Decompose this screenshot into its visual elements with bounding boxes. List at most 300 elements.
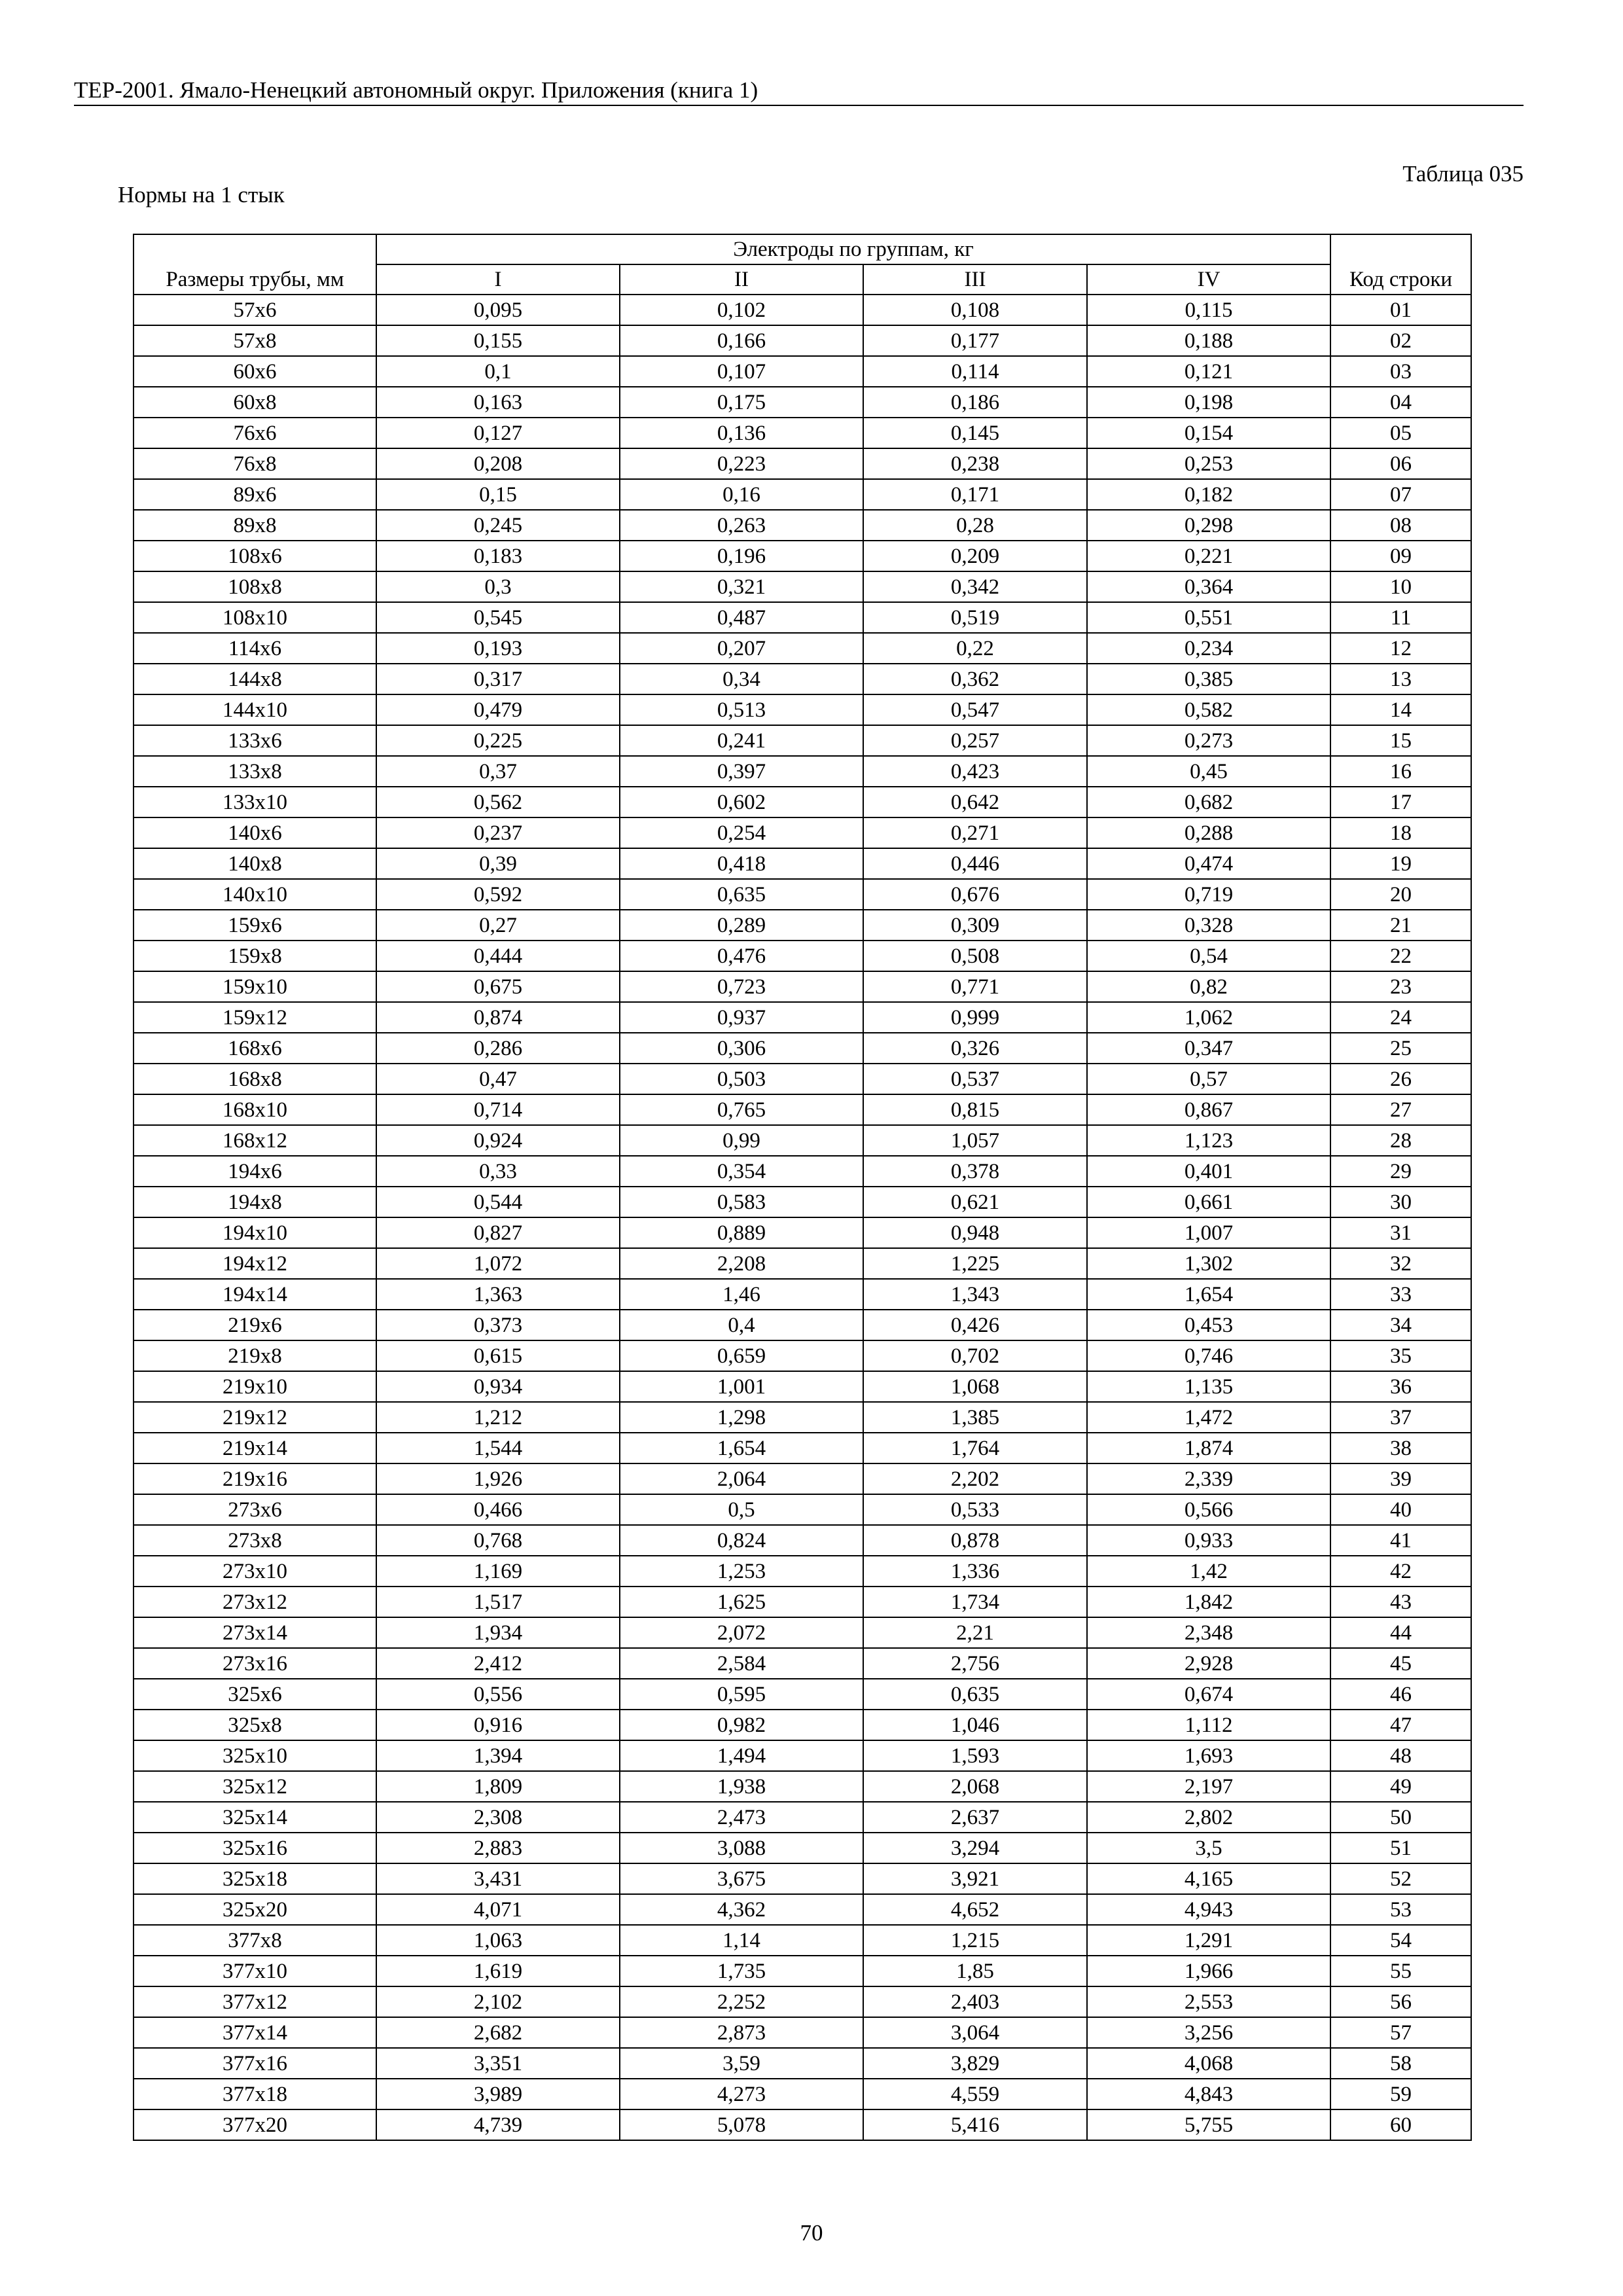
row-code-cell: 41 — [1330, 1525, 1471, 1556]
group-4-cell: 0,221 — [1087, 541, 1330, 571]
row-code-cell: 01 — [1330, 295, 1471, 325]
group-1-cell: 0,208 — [376, 448, 620, 479]
group-3-cell: 3,294 — [863, 1833, 1087, 1863]
group-3-cell: 0,114 — [863, 356, 1087, 387]
row-code-cell: 25 — [1330, 1033, 1471, 1064]
group-4-cell: 0,746 — [1087, 1340, 1330, 1371]
group-2-cell: 0,207 — [620, 633, 863, 664]
group-4-cell: 1,062 — [1087, 1002, 1330, 1033]
pipe-size-cell: 377х16 — [134, 2048, 376, 2079]
group-4-cell: 1,42 — [1087, 1556, 1330, 1587]
group-1-cell: 1,169 — [376, 1556, 620, 1587]
table-row — [134, 1587, 1471, 1617]
group-3-cell: 2,637 — [863, 1802, 1087, 1833]
group-4-cell: 0,385 — [1087, 664, 1330, 694]
group-1-cell: 0,768 — [376, 1525, 620, 1556]
table-row — [134, 1187, 1471, 1217]
row-code-cell: 29 — [1330, 1156, 1471, 1187]
group-2-cell: 0,34 — [620, 664, 863, 694]
group-4-cell: 1,123 — [1087, 1125, 1330, 1156]
table-row — [134, 325, 1471, 356]
table-row — [134, 1217, 1471, 1248]
group-2-cell: 0,166 — [620, 325, 863, 356]
table-row — [134, 1986, 1471, 2017]
group-2-cell: 0,5 — [620, 1494, 863, 1525]
row-code-cell: 49 — [1330, 1771, 1471, 1802]
table-row — [134, 2109, 1471, 2140]
group-3-cell: 0,621 — [863, 1187, 1087, 1217]
group-1-cell: 0,37 — [376, 756, 620, 787]
row-code-cell: 04 — [1330, 387, 1471, 418]
group-1-cell: 1,544 — [376, 1433, 620, 1463]
row-code-cell: 28 — [1330, 1125, 1471, 1156]
group-2-cell: 1,46 — [620, 1279, 863, 1310]
table-row — [134, 1033, 1471, 1064]
table-row — [134, 1863, 1471, 1894]
group-2-cell: 2,208 — [620, 1248, 863, 1279]
group-3-cell: 0,508 — [863, 941, 1087, 971]
pipe-size-cell: 325х6 — [134, 1679, 376, 1710]
table-row — [134, 756, 1471, 787]
group-4-cell: 0,154 — [1087, 418, 1330, 448]
group-3-cell: 1,068 — [863, 1371, 1087, 1402]
pipe-size-cell: 194х12 — [134, 1248, 376, 1279]
pipe-size-cell: 133х10 — [134, 787, 376, 817]
pipe-size-cell: 140х6 — [134, 817, 376, 848]
table-row — [134, 694, 1471, 725]
table-row — [134, 1064, 1471, 1094]
group-2-cell: 0,306 — [620, 1033, 863, 1064]
group-4-cell: 4,843 — [1087, 2079, 1330, 2109]
group-2-cell: 2,473 — [620, 1802, 863, 1833]
pipe-size-cell: 377х14 — [134, 2017, 376, 2048]
table-row — [134, 510, 1471, 541]
table-number: Таблица 035 — [1402, 161, 1524, 187]
group-3-cell: 1,764 — [863, 1433, 1087, 1463]
group-3-cell: 0,771 — [863, 971, 1087, 1002]
group-2-cell: 0,107 — [620, 356, 863, 387]
pipe-size-cell: 144х10 — [134, 694, 376, 725]
table-row — [134, 1433, 1471, 1463]
pipe-size-cell: 168х10 — [134, 1094, 376, 1125]
table-row — [134, 1248, 1471, 1279]
group-2-cell: 1,654 — [620, 1433, 863, 1463]
pipe-size-cell: 57х8 — [134, 325, 376, 356]
pipe-size-cell: 140х8 — [134, 848, 376, 879]
group-3-cell: 0,362 — [863, 664, 1087, 694]
group-2-cell: 0,659 — [620, 1340, 863, 1371]
pipe-size-cell: 325х8 — [134, 1710, 376, 1740]
group-3-cell: 2,403 — [863, 1986, 1087, 2017]
pipe-size-cell: 168х8 — [134, 1064, 376, 1094]
group-3-cell: 1,225 — [863, 1248, 1087, 1279]
group-2-cell: 3,59 — [620, 2048, 863, 2079]
group-2-cell: 0,602 — [620, 787, 863, 817]
group-4-cell: 0,115 — [1087, 295, 1330, 325]
group-1-cell: 2,883 — [376, 1833, 620, 1863]
row-code-cell: 02 — [1330, 325, 1471, 356]
group-2-cell: 5,078 — [620, 2109, 863, 2140]
group-1-cell: 0,286 — [376, 1033, 620, 1064]
table-row — [134, 1771, 1471, 1802]
row-code-cell: 08 — [1330, 510, 1471, 541]
table-row — [134, 448, 1471, 479]
group-1-cell: 0,33 — [376, 1156, 620, 1187]
table-row — [134, 1494, 1471, 1525]
table-row — [134, 1679, 1471, 1710]
pipe-size-cell: 60х8 — [134, 387, 376, 418]
group-3-cell: 5,416 — [863, 2109, 1087, 2140]
table-row — [134, 971, 1471, 1002]
row-code-cell: 36 — [1330, 1371, 1471, 1402]
row-code-cell: 24 — [1330, 1002, 1471, 1033]
group-1-cell: 0,127 — [376, 418, 620, 448]
group-4-cell: 0,582 — [1087, 694, 1330, 725]
row-code-cell: 35 — [1330, 1340, 1471, 1371]
pipe-size-cell: 133х8 — [134, 756, 376, 787]
table-row — [134, 1310, 1471, 1340]
group-4-cell: 0,54 — [1087, 941, 1330, 971]
table-row — [134, 941, 1471, 971]
group-3-cell: 1,215 — [863, 1925, 1087, 1956]
pipe-size-cell: 219х6 — [134, 1310, 376, 1340]
group-2-cell: 0,937 — [620, 1002, 863, 1033]
group-1-cell: 4,071 — [376, 1894, 620, 1925]
group-3-cell: 0,309 — [863, 910, 1087, 941]
row-code-cell: 09 — [1330, 541, 1471, 571]
row-code-cell: 50 — [1330, 1802, 1471, 1833]
pipe-size-cell: 108х8 — [134, 571, 376, 602]
group-3-cell: 0,999 — [863, 1002, 1087, 1033]
row-code-cell: 21 — [1330, 910, 1471, 941]
group-2-cell: 0,223 — [620, 448, 863, 479]
table-row — [134, 2079, 1471, 2109]
pipe-size-cell: 325х10 — [134, 1740, 376, 1771]
row-code-cell: 54 — [1330, 1925, 1471, 1956]
group-3-cell: 0,257 — [863, 725, 1087, 756]
group-2-cell: 1,298 — [620, 1402, 863, 1433]
group-2-cell: 0,397 — [620, 756, 863, 787]
pipe-size-cell: 159х10 — [134, 971, 376, 1002]
group-2-cell: 0,136 — [620, 418, 863, 448]
pipe-size-cell: 219х10 — [134, 1371, 376, 1402]
group-1-cell: 0,874 — [376, 1002, 620, 1033]
group-2-cell: 2,873 — [620, 2017, 863, 2048]
table-row — [134, 1156, 1471, 1187]
group-1-cell: 0,479 — [376, 694, 620, 725]
group-4-cell: 0,253 — [1087, 448, 1330, 479]
group-1-cell: 1,619 — [376, 1956, 620, 1986]
group-1-cell: 0,183 — [376, 541, 620, 571]
pipe-size-cell: 57х6 — [134, 295, 376, 325]
row-code-cell: 23 — [1330, 971, 1471, 1002]
group-2-cell: 4,273 — [620, 2079, 863, 2109]
table-row — [134, 2048, 1471, 2079]
group-1-cell: 0,237 — [376, 817, 620, 848]
group-2-cell: 2,064 — [620, 1463, 863, 1494]
group-4-cell: 4,068 — [1087, 2048, 1330, 2079]
group-3-cell: 0,426 — [863, 1310, 1087, 1340]
group-2-cell: 0,241 — [620, 725, 863, 756]
table-row — [134, 602, 1471, 633]
group-1-cell: 0,675 — [376, 971, 620, 1002]
pipe-size-cell: 144х8 — [134, 664, 376, 694]
group-4-cell: 0,364 — [1087, 571, 1330, 602]
row-code-cell: 48 — [1330, 1740, 1471, 1771]
group-3-cell: 1,336 — [863, 1556, 1087, 1587]
pipe-size-cell: 159х6 — [134, 910, 376, 941]
group-3-cell: 0,145 — [863, 418, 1087, 448]
group-1-cell: 0,466 — [376, 1494, 620, 1525]
group-1-cell: 1,926 — [376, 1463, 620, 1494]
group-4-cell: 0,234 — [1087, 633, 1330, 664]
group-1-cell: 0,225 — [376, 725, 620, 756]
group-4-cell: 0,719 — [1087, 879, 1330, 910]
group-2-cell: 0,4 — [620, 1310, 863, 1340]
pipe-size-cell: 219х16 — [134, 1463, 376, 1494]
group-4-cell: 1,693 — [1087, 1740, 1330, 1771]
group-4-cell: 0,551 — [1087, 602, 1330, 633]
norm-label: Нормы на 1 стык — [118, 182, 285, 207]
group-4-cell: 0,57 — [1087, 1064, 1330, 1094]
group-4-cell: 1,472 — [1087, 1402, 1330, 1433]
group-1-cell: 0,095 — [376, 295, 620, 325]
group-2-cell: 0,635 — [620, 879, 863, 910]
table-row — [134, 418, 1471, 448]
row-code-cell: 55 — [1330, 1956, 1471, 1986]
row-code-cell: 22 — [1330, 941, 1471, 971]
pipe-size-cell: 76х8 — [134, 448, 376, 479]
column-header-group-4: IV — [1087, 264, 1330, 295]
group-1-cell: 1,072 — [376, 1248, 620, 1279]
group-4-cell: 2,802 — [1087, 1802, 1330, 1833]
group-2-cell: 0,263 — [620, 510, 863, 541]
group-2-cell: 0,354 — [620, 1156, 863, 1187]
row-code-cell: 46 — [1330, 1679, 1471, 1710]
row-code-cell: 32 — [1330, 1248, 1471, 1279]
pipe-size-cell: 377х8 — [134, 1925, 376, 1956]
pipe-size-cell: 168х6 — [134, 1033, 376, 1064]
group-1-cell: 2,412 — [376, 1648, 620, 1679]
pipe-size-cell: 168х12 — [134, 1125, 376, 1156]
group-4-cell: 0,566 — [1087, 1494, 1330, 1525]
group-3-cell: 0,423 — [863, 756, 1087, 787]
group-4-cell: 0,188 — [1087, 325, 1330, 356]
group-4-cell: 0,867 — [1087, 1094, 1330, 1125]
group-4-cell: 3,256 — [1087, 2017, 1330, 2048]
row-code-cell: 58 — [1330, 2048, 1471, 2079]
group-3-cell: 1,593 — [863, 1740, 1087, 1771]
group-1-cell: 0,3 — [376, 571, 620, 602]
row-code-cell: 16 — [1330, 756, 1471, 787]
table-row — [134, 1894, 1471, 1925]
group-1-cell: 0,373 — [376, 1310, 620, 1340]
group-4-cell: 1,966 — [1087, 1956, 1330, 1986]
group-4-cell: 0,453 — [1087, 1310, 1330, 1340]
pipe-size-cell: 377х12 — [134, 1986, 376, 2017]
group-4-cell: 2,197 — [1087, 1771, 1330, 1802]
group-3-cell: 0,547 — [863, 694, 1087, 725]
group-4-cell: 0,474 — [1087, 848, 1330, 879]
group-4-cell: 1,842 — [1087, 1587, 1330, 1617]
row-code-cell: 26 — [1330, 1064, 1471, 1094]
group-2-cell: 0,583 — [620, 1187, 863, 1217]
group-2-cell: 0,824 — [620, 1525, 863, 1556]
pipe-size-cell: 273х16 — [134, 1648, 376, 1679]
group-4-cell: 0,661 — [1087, 1187, 1330, 1217]
group-3-cell: 1,343 — [863, 1279, 1087, 1310]
pipe-size-cell: 325х18 — [134, 1863, 376, 1894]
group-1-cell: 1,394 — [376, 1740, 620, 1771]
group-1-cell: 1,363 — [376, 1279, 620, 1310]
pipe-size-cell: 325х16 — [134, 1833, 376, 1863]
group-2-cell: 3,088 — [620, 1833, 863, 1863]
group-2-cell: 1,14 — [620, 1925, 863, 1956]
group-4-cell: 2,339 — [1087, 1463, 1330, 1494]
group-4-cell: 0,288 — [1087, 817, 1330, 848]
group-4-cell: 0,328 — [1087, 910, 1330, 941]
group-1-cell: 0,714 — [376, 1094, 620, 1125]
group-4-cell: 0,82 — [1087, 971, 1330, 1002]
group-1-cell: 0,155 — [376, 325, 620, 356]
row-code-cell: 18 — [1330, 817, 1471, 848]
group-3-cell: 4,652 — [863, 1894, 1087, 1925]
pipe-size-cell: 219х12 — [134, 1402, 376, 1433]
group-4-cell: 1,874 — [1087, 1433, 1330, 1463]
pipe-size-cell: 194х14 — [134, 1279, 376, 1310]
group-3-cell: 0,446 — [863, 848, 1087, 879]
table-row — [134, 1740, 1471, 1771]
table-row — [134, 787, 1471, 817]
group-1-cell: 1,809 — [376, 1771, 620, 1802]
table-row — [134, 1371, 1471, 1402]
group-3-cell: 2,202 — [863, 1463, 1087, 1494]
table-row — [134, 1617, 1471, 1648]
pipe-size-cell: 89х8 — [134, 510, 376, 541]
group-3-cell: 3,064 — [863, 2017, 1087, 2048]
group-2-cell: 0,889 — [620, 1217, 863, 1248]
table-row — [134, 1125, 1471, 1156]
pipe-size-cell: 219х14 — [134, 1433, 376, 1463]
group-3-cell: 0,326 — [863, 1033, 1087, 1064]
group-4-cell: 4,165 — [1087, 1863, 1330, 1894]
group-2-cell: 0,102 — [620, 295, 863, 325]
column-header-size: Размеры трубы, мм — [134, 234, 376, 295]
table-row — [134, 541, 1471, 571]
group-2-cell: 0,289 — [620, 910, 863, 941]
pipe-size-cell: 219х8 — [134, 1340, 376, 1371]
group-2-cell: 0,196 — [620, 541, 863, 571]
table-row — [134, 1525, 1471, 1556]
pipe-size-cell: 194х8 — [134, 1187, 376, 1217]
group-3-cell: 0,342 — [863, 571, 1087, 602]
column-header-group-1: I — [376, 264, 620, 295]
group-1-cell: 0,15 — [376, 479, 620, 510]
group-1-cell: 0,444 — [376, 941, 620, 971]
row-code-cell: 17 — [1330, 787, 1471, 817]
pipe-size-cell: 273х6 — [134, 1494, 376, 1525]
pipe-size-cell: 114х6 — [134, 633, 376, 664]
table-row — [134, 1002, 1471, 1033]
group-3-cell: 1,385 — [863, 1402, 1087, 1433]
pipe-size-cell: 133х6 — [134, 725, 376, 756]
group-4-cell: 4,943 — [1087, 1894, 1330, 1925]
group-1-cell: 0,27 — [376, 910, 620, 941]
group-3-cell: 0,676 — [863, 879, 1087, 910]
group-1-cell: 0,39 — [376, 848, 620, 879]
group-2-cell: 1,494 — [620, 1740, 863, 1771]
group-1-cell: 0,827 — [376, 1217, 620, 1248]
row-code-cell: 27 — [1330, 1094, 1471, 1125]
pipe-size-cell: 108х6 — [134, 541, 376, 571]
table-row — [134, 1802, 1471, 1833]
row-code-cell: 12 — [1330, 633, 1471, 664]
group-4-cell: 3,5 — [1087, 1833, 1330, 1863]
table-row — [134, 1340, 1471, 1371]
row-code-cell: 14 — [1330, 694, 1471, 725]
pipe-size-cell: 60х6 — [134, 356, 376, 387]
group-4-cell: 1,135 — [1087, 1371, 1330, 1402]
group-2-cell: 0,513 — [620, 694, 863, 725]
row-code-cell: 06 — [1330, 448, 1471, 479]
table-row — [134, 1094, 1471, 1125]
table-row — [134, 1710, 1471, 1740]
pipe-size-cell: 108х10 — [134, 602, 376, 633]
row-code-cell: 39 — [1330, 1463, 1471, 1494]
row-code-cell: 05 — [1330, 418, 1471, 448]
table-row — [134, 295, 1471, 325]
group-4-cell: 1,112 — [1087, 1710, 1330, 1740]
table-row — [134, 725, 1471, 756]
group-4-cell: 1,007 — [1087, 1217, 1330, 1248]
row-code-cell: 30 — [1330, 1187, 1471, 1217]
group-1-cell: 0,317 — [376, 664, 620, 694]
pipe-size-cell: 273х10 — [134, 1556, 376, 1587]
group-1-cell: 0,934 — [376, 1371, 620, 1402]
group-2-cell: 1,001 — [620, 1371, 863, 1402]
row-code-cell: 07 — [1330, 479, 1471, 510]
group-2-cell: 0,487 — [620, 602, 863, 633]
row-code-cell: 53 — [1330, 1894, 1471, 1925]
group-4-cell: 1,654 — [1087, 1279, 1330, 1310]
group-2-cell: 1,938 — [620, 1771, 863, 1802]
row-code-cell: 45 — [1330, 1648, 1471, 1679]
column-header-group-2: II — [620, 264, 863, 295]
group-3-cell: 0,271 — [863, 817, 1087, 848]
row-code-cell: 31 — [1330, 1217, 1471, 1248]
row-code-cell: 60 — [1330, 2109, 1471, 2140]
group-3-cell: 0,878 — [863, 1525, 1087, 1556]
pipe-size-cell: 377х18 — [134, 2079, 376, 2109]
table-row — [134, 1925, 1471, 1956]
table-row — [134, 1833, 1471, 1863]
group-1-cell: 0,1 — [376, 356, 620, 387]
column-header-group-3: III — [863, 264, 1087, 295]
row-code-cell: 13 — [1330, 664, 1471, 694]
group-3-cell: 0,635 — [863, 1679, 1087, 1710]
group-4-cell: 0,182 — [1087, 479, 1330, 510]
row-code-cell: 40 — [1330, 1494, 1471, 1525]
row-code-cell: 34 — [1330, 1310, 1471, 1340]
group-1-cell: 1,212 — [376, 1402, 620, 1433]
group-2-cell: 2,584 — [620, 1648, 863, 1679]
table-row — [134, 1402, 1471, 1433]
column-header-electrode-groups: Электроды по группам, кг — [376, 234, 1330, 264]
group-2-cell: 0,476 — [620, 941, 863, 971]
group-2-cell: 1,253 — [620, 1556, 863, 1587]
group-1-cell: 2,682 — [376, 2017, 620, 2048]
group-1-cell: 0,245 — [376, 510, 620, 541]
